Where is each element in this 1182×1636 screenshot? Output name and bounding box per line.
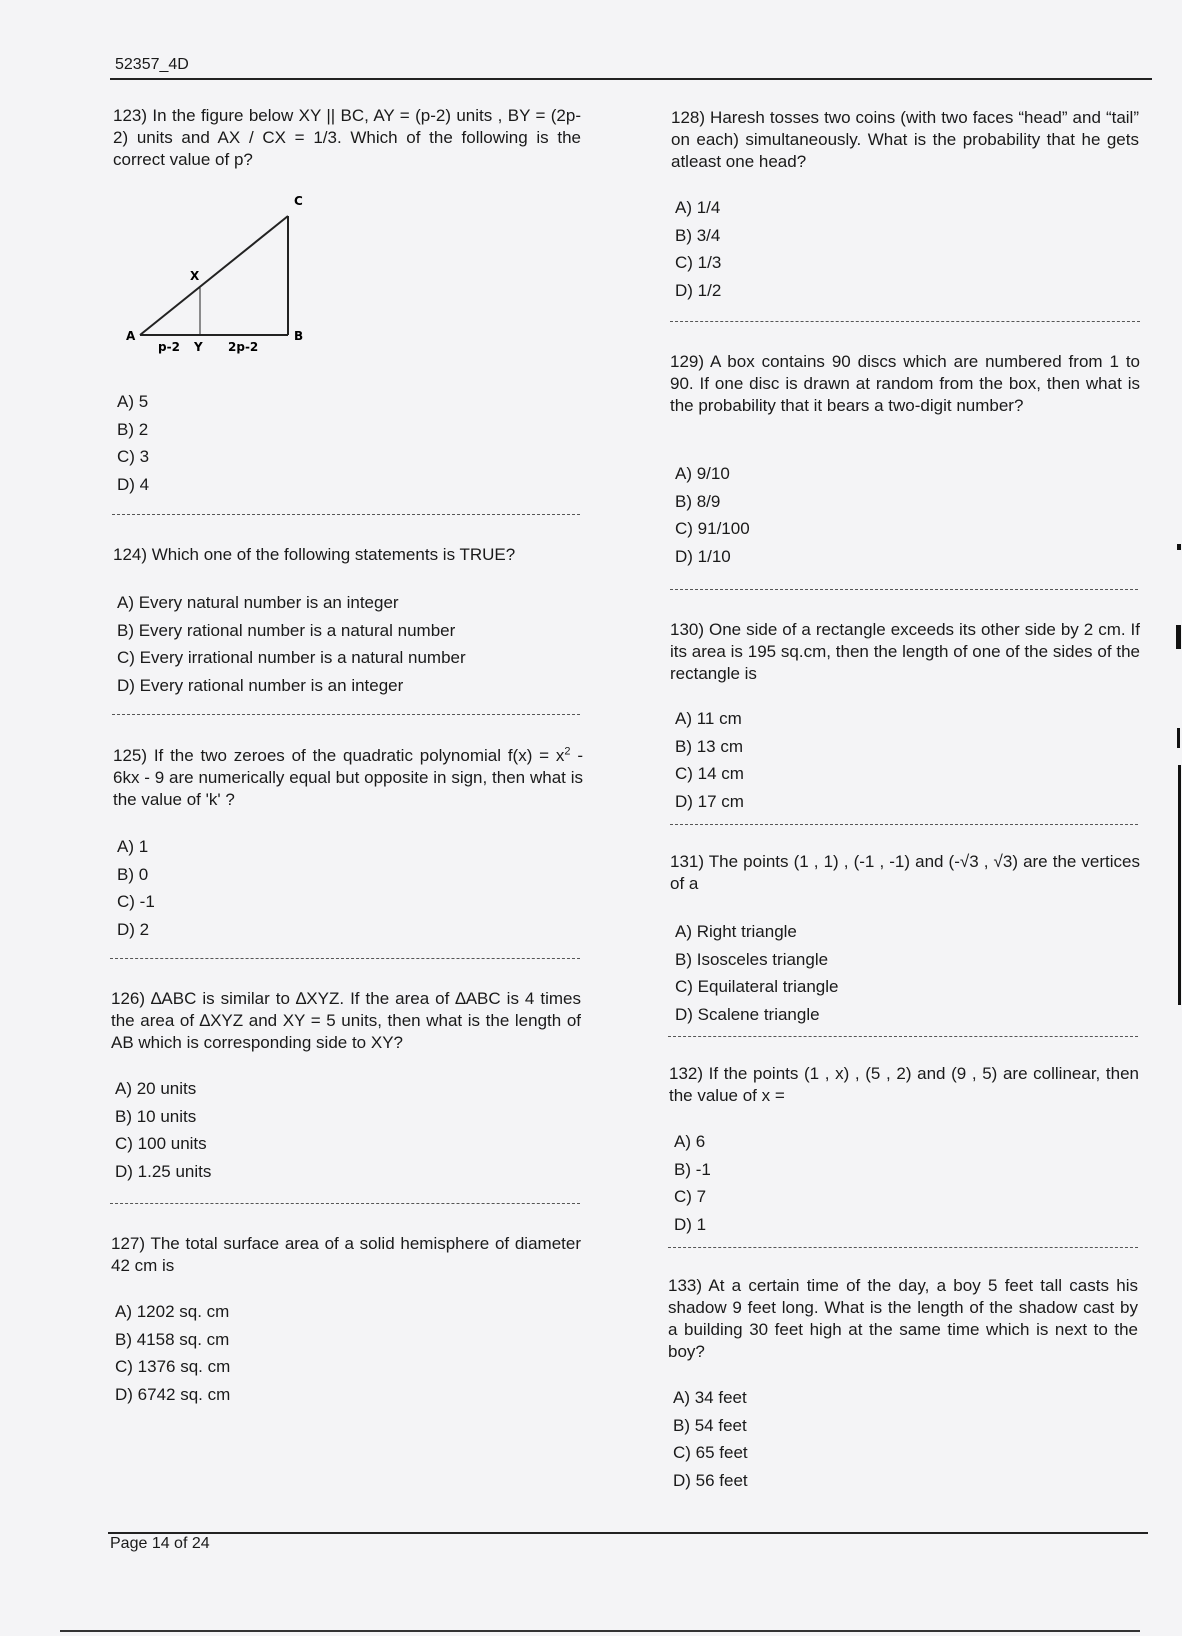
option-b[interactable]: B) 0 [117,864,149,884]
option-c[interactable]: C) 100 units [115,1134,207,1154]
option-a[interactable]: A) 1/4 [675,198,721,217]
line-ac [140,216,288,335]
scan-mark [1176,625,1181,649]
option-b[interactable]: B) 4158 sq. cm [115,1329,230,1349]
option-c[interactable]: C) Every irrational number is a natural number [117,648,466,668]
options-133 [673,1384,748,1494]
label-a: A [126,329,136,343]
question-123: 123) In the figure below XY || BC, AY = (p-2) units , BY = (2p-2) units and AX / CX = 1/3. Which of the following is the correct value of p? [113,106,581,169]
option-a[interactable]: A) 1202 sq. cm [115,1302,230,1321]
options-123 [117,388,149,498]
option-c[interactable]: C) 65 feet [673,1443,748,1463]
options-124 [117,589,466,699]
option-d[interactable]: D) 6742 sq. cm [115,1384,231,1404]
scan-mark [1178,765,1181,1005]
option-b[interactable]: B) 2 [117,419,149,439]
separator [110,958,580,959]
question-127: 127) The total surface area of a solid hemisphere of diameter 42 cm is [111,1234,581,1275]
option-a[interactable]: A) 9/10 [675,464,730,483]
option-c[interactable]: C) 1/3 [675,253,722,273]
separator [670,824,1138,825]
option-c[interactable]: C) -1 [117,892,155,912]
question-125: 125) If the two zeroes of the quadratic polynomial $f(x) = x^2 - 6kx - 9$ are numerically equal but opposite in sign, then what is the value of 'k' ? [113,745,583,809]
triangle-figure [118,190,318,360]
question-129: 129) A box contains 90 discs which are numbered from 1 to 90. If one disc is drawn at random from the box, then what is the probability that it bears a two-digit number? [670,352,1140,415]
option-b[interactable]: B) Every rational number is a natural number [117,620,456,640]
options-127 [115,1298,230,1408]
separator [670,321,1140,322]
header-rule [110,78,1152,80]
separator [110,1203,580,1204]
option-a[interactable]: A) 6 [674,1132,706,1151]
separator [112,714,580,715]
option-a[interactable]: A) Every natural number is an integer [117,593,399,612]
option-b[interactable]: B) -1 [674,1159,711,1179]
question-132: 132) If the points (1 , x) , (5 , 2) and (9 , 5) are collinear, then the value of x = [669,1064,1139,1105]
options-132 [674,1128,711,1238]
option-d[interactable]: D) Every rational number is an integer [117,675,404,695]
options-125 [117,833,155,943]
option-d[interactable]: D) 1 [674,1214,707,1234]
scan-edge-rule [60,1630,1140,1632]
footer-rule [108,1532,1148,1534]
scan-mark [1177,728,1180,748]
option-d[interactable]: D) 2 [117,919,150,939]
option-d[interactable]: D) 56 feet [673,1470,748,1490]
separator [670,589,1138,590]
option-c[interactable]: C) Equilateral triangle [675,977,839,997]
options-131 [675,918,838,1028]
option-b[interactable]: B) 10 units [115,1106,197,1126]
option-c[interactable]: C) 3 [117,447,150,467]
option-d[interactable]: D) 1/10 [675,546,731,566]
question-128: 128) Haresh tosses two coins (with two faces “head” and “tail” on each) simultaneously. What is the probability that he gets atleast one head? [671,108,1139,171]
option-a[interactable]: A) Right triangle [675,922,797,941]
option-c[interactable]: C) 91/100 [675,519,750,539]
option-d[interactable]: D) Scalene triangle [675,1004,820,1024]
question-133: 133) At a certain time of the day, a boy 5 feet tall casts his shadow 9 feet long. What is the length of the shadow cast by a building 30 feet high at the same time which is next to the boy? [668,1276,1138,1361]
options-130 [675,705,744,815]
label-ay: p-2 [158,340,180,354]
option-d[interactable]: D) 1.25 units [115,1161,212,1181]
separator [668,1036,1138,1037]
option-a[interactable]: A) 5 [117,392,149,411]
options-126 [115,1075,211,1185]
options-128 [675,194,721,304]
page-number: Page 14 of 24 [110,1535,210,1552]
option-d[interactable]: D) 17 cm [675,791,744,811]
option-a[interactable]: A) 20 units [115,1079,197,1098]
paper-code: 52357_4D [115,56,189,73]
scan-mark [1177,544,1181,550]
option-c[interactable]: C) 7 [674,1187,707,1207]
question-126: 126) ∆ABC is similar to ∆XYZ. If the area of ∆ABC is 4 times the area of ∆XYZ and XY = 5 units, then what is the length of AB which is corresponding side to XY? [111,989,581,1052]
label-yb: 2p-2 [228,340,259,354]
question-124: 124) Which one of the following statements is TRUE? [113,545,516,564]
option-b[interactable]: B) 54 feet [673,1415,747,1435]
option-a[interactable]: A) 11 cm [675,709,742,728]
separator [112,514,580,515]
option-c[interactable]: C) 1376 sq. cm [115,1357,231,1377]
option-b[interactable]: B) 3/4 [675,225,721,245]
option-d[interactable]: D) 1/2 [675,280,722,300]
label-x: X [190,269,200,283]
option-b[interactable]: B) Isosceles triangle [675,949,829,969]
options-129 [675,460,750,570]
label-y: Y [194,340,203,354]
option-b[interactable]: B) 13 cm [675,736,744,756]
separator [668,1247,1138,1248]
option-a[interactable]: A) 34 feet [673,1388,747,1407]
question-131: 131) The points (1 , 1) , (-1 , -1) and (-√3 , √3) are the vertices of a [670,852,1140,893]
option-b[interactable]: B) 8/9 [675,491,721,511]
question-130: 130) One side of a rectangle exceeds its other side by 2 cm. If its area is 195 sq.cm, then the length of one of the sides of the rectangle is [670,620,1140,683]
label-b: B [294,329,304,343]
option-c[interactable]: C) 14 cm [675,764,744,784]
option-a[interactable]: A) 1 [117,837,149,856]
label-c: C [294,194,303,208]
option-d[interactable]: D) 4 [117,474,150,494]
